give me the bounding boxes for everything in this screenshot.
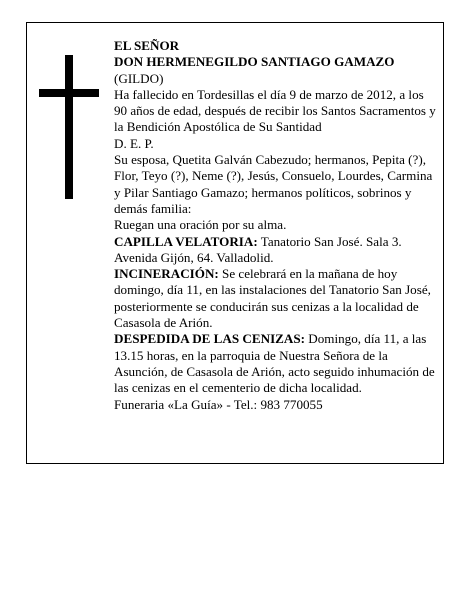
ashes-label: DESPEDIDA DE LAS CENIZAS: <box>114 331 305 347</box>
cross-vertical-bar <box>65 55 73 199</box>
chapel-label: CAPILLA VELATORIA: <box>114 233 258 249</box>
chapel-text: Tanatorio San José. Sala 3. Avenida Gijón, 64. Valladolid. <box>114 233 402 265</box>
cremation-paragraph <box>114 266 439 331</box>
deceased-nickname: (GILDO) <box>114 70 164 86</box>
cremation-label: INCINERACIÓN: <box>114 266 219 282</box>
ashes-text: Domingo, día 11, a las 13.15 horas, en la parroquia de Nuestra Señora de la Asunción, de Casasola de Arión, acto seguido inhumación de las cenizas en el cementerio de dicha localidad. <box>114 331 435 396</box>
prayer-request: Ruegan una oración por su alma. <box>114 217 287 233</box>
chapel-paragraph <box>114 234 439 267</box>
rip-line: D. E. P. <box>114 135 154 151</box>
death-paragraph: Ha fallecido en Tordesillas el día 9 de marzo de 2012, a los 90 años de edad, después de recibir los Santos Sacramentos y la Bendición Apostólica de Su Santidad <box>114 86 436 135</box>
family-paragraph: Su esposa, Quetita Galván Cabezudo; hermanos, Pepita (?), Flor, Teyo (?), Neme (?), Jesús, Consuelo, Lourdes, Carmina y Pilar Santiago Gamazo; hermanos políticos, sobrinos y demás familia: <box>114 152 433 216</box>
ashes-paragraph <box>114 331 439 396</box>
cross-icon <box>39 55 99 199</box>
cross-horizontal-bar <box>39 89 99 97</box>
notice-body <box>114 38 439 413</box>
deceased-name: DON HERMENEGILDO SANTIAGO GAMAZO <box>114 54 395 70</box>
cremation-text: Se celebrará en la mañana de hoy domingo, día 11, en las instalaciones del Tanatorio San José, posteriormente se conducirán sus cenizas a la localidad de Casasola de Arión. <box>114 266 431 331</box>
funeral-home: Funeraria «La Guía» - Tel.: 983 770055 <box>114 396 323 412</box>
notice-title: EL SEÑOR <box>114 38 180 53</box>
obituary-notice <box>26 22 444 464</box>
